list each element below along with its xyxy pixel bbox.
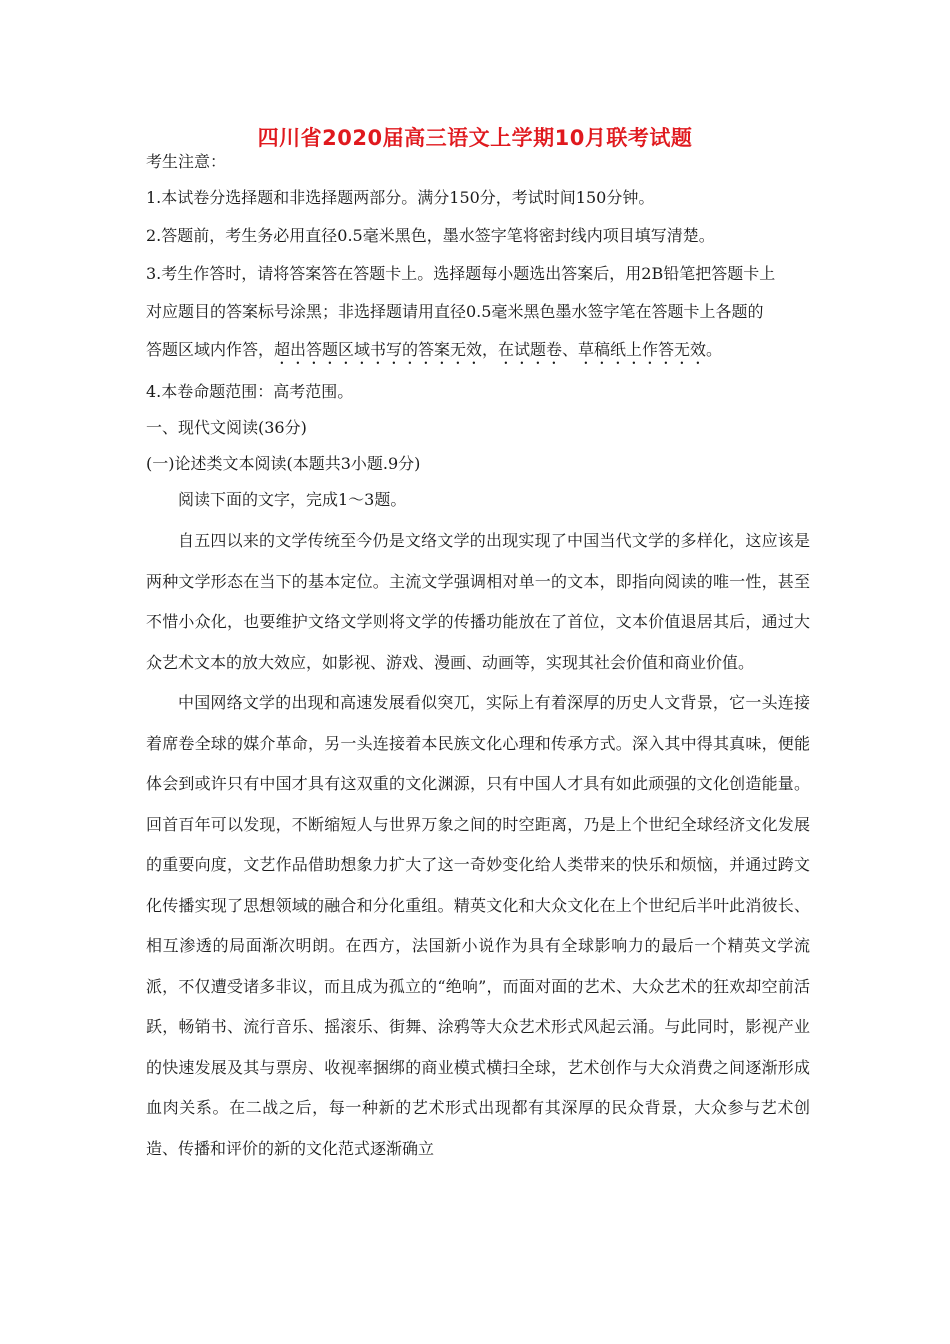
reading-instruction: 阅读下面的文字，完成1～3题。 <box>178 490 407 509</box>
reading-passage <box>146 521 810 1169</box>
emphasized-warning: 超出答题区域书写的答案无效，在试题卷、草稿纸上作答无效 <box>274 340 707 359</box>
notice-item-2: 2.答题前，考生务必用直径0.5毫米黑色，墨水签字笔将密封线内项目填写清楚。 <box>146 226 715 245</box>
notice-item-3-end: 。 <box>706 340 723 359</box>
section-heading: 一、现代文阅读(36分) <box>146 418 307 437</box>
notice-item-3-line-2: 对应题目的答案标号涂黑；非选择题请用直径0.5毫米黑色墨水签字笔在答题卡上各题的 <box>146 302 764 321</box>
notice-item-1: 1.本试卷分选择题和非选择题两部分。满分150分，考试时间150分钟。 <box>146 188 655 207</box>
notice-item-3-line-3 <box>146 340 722 368</box>
passage-paragraph-1: 自五四以来的文学传统至今仍是文络文学的出现实现了中国当代文学的多样化，这应该是两种文学形态在当下的基本定位。主流文学强调相对单一的文本，即指向阅读的唯一性，甚至不惜小众化，也要维护文络文学则将文学的传播功能放在了首位，文本价值退居其后，通过大众艺术文本的放大效应，如影视、游戏、漫画、动画等，实现其社会价值和商业价值。 <box>146 531 810 672</box>
notice-item-3-line-1: 3.考生作答时，请将答案答在答题卡上。选择题每小题选出答案后，用2B铅笔把答题卡上 <box>146 264 776 283</box>
subsection-heading: (一)论述类文本阅读(本题共3小题.9分) <box>146 454 421 473</box>
notice-heading: 考生注意： <box>146 152 227 171</box>
passage-paragraph-2: 中国网络文学的出现和高速发展看似突兀，实际上有着深厚的历史人文背景，它一头连接着席卷全球的媒介革命，另一头连接着本民族文化心理和传承方式。深入其中得其真味，便能体会到或许只有中国才具有这双重的文化渊源，只有中国人才具有如此顽强的文化创造能量。回首百年可以发现，不断缩短人与世界万象之间的时空距离，乃是上个世纪全球经济文化发展的重要向度，文艺作品借助想象力扩大了这一奇妙变化给人类带来的快乐和烦恼，并通过跨文化传播实现了思想领域的融合和分化重组。精英文化和大众文化在上个世纪后半叶此消彼长、相互渗透的局面渐次明朗。在西方，法国新小说作为具有全球影响力的最后一个精英文学流派，不仅遭受诸多非议，而且成为孤立的“绝响”，而面对面的艺术、大众艺术的狂欢却空前活跃，畅销书、流行音乐、摇滚乐、街舞、涂鸦等大众艺术形式风起云涌。与此同时，影视产业的快速发展及其与票房、收视率捆绑的商业模式横扫全球，艺术创作与大众消费之间逐渐形成血肉关系。在二战之后，每一种新的艺术形式出现都有其深厚的民众背景，大众参与艺术创造、传播和评价的新的文化范式逐渐确立 <box>146 693 810 1158</box>
notice-item-4: 4.本卷命题范围：高考范围。 <box>146 382 354 401</box>
notice-item-3-text: 答题区域内作答， <box>146 340 275 359</box>
page-title: 四川省2020届高三语文上学期10月联考试题 <box>257 126 693 150</box>
